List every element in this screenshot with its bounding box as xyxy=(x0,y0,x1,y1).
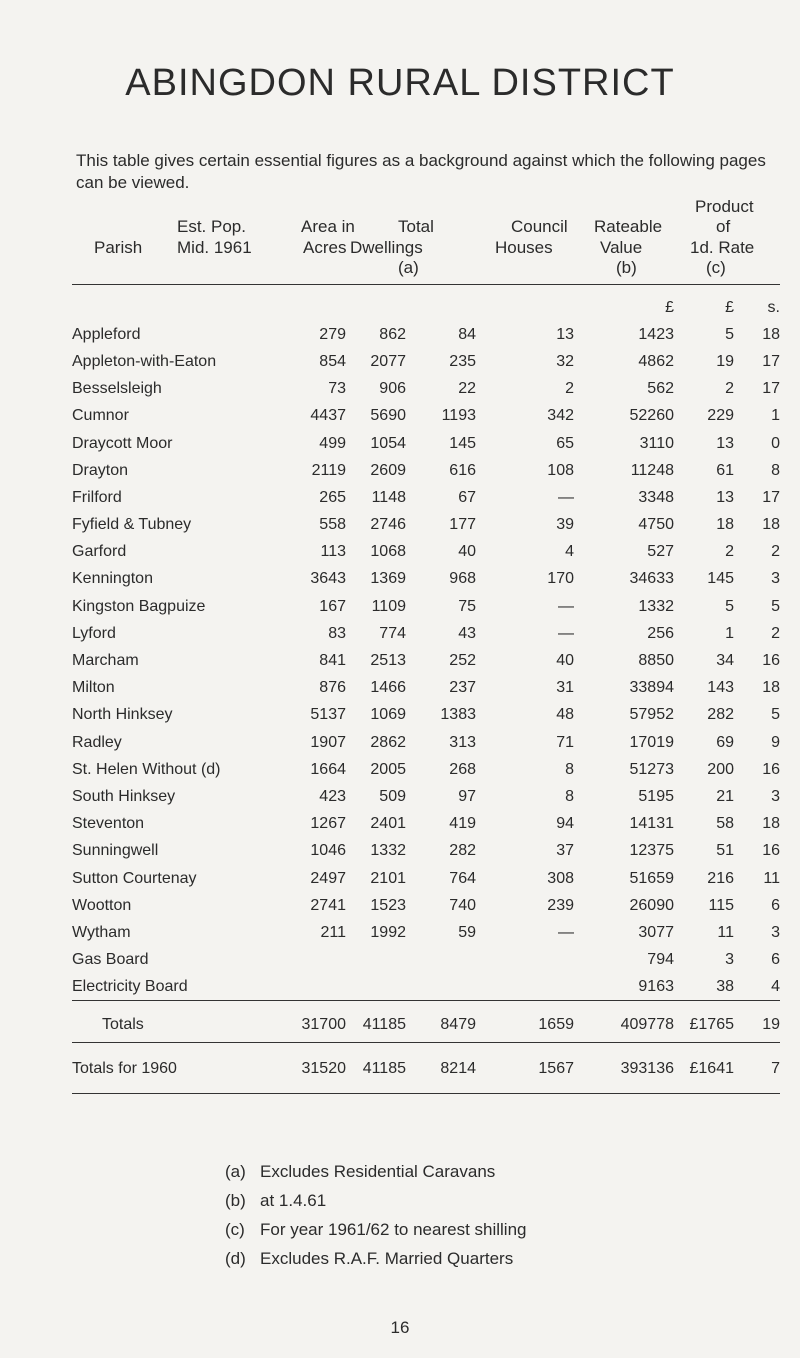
header-area-line2: Acres xyxy=(303,238,347,257)
pounds-cell: 3 xyxy=(725,951,734,969)
council-cell: 4 xyxy=(565,543,574,561)
shillings-cell: 3 xyxy=(771,923,780,941)
parish-cell: Milton xyxy=(72,679,115,697)
dwellings-cell: 1193 xyxy=(441,407,476,425)
pop-cell: 558 xyxy=(319,516,346,534)
dwellings-cell: 1383 xyxy=(440,706,476,724)
pop-cell: 423 xyxy=(319,787,346,805)
parish-cell: Sutton Courtenay xyxy=(72,869,197,887)
council-cell: 308 xyxy=(547,869,574,887)
council-cell: 65 xyxy=(556,434,574,452)
dwellings-cell: 268 xyxy=(449,760,476,778)
shillings-cell: 17 xyxy=(762,488,780,506)
shillings-cell: 6 xyxy=(771,951,780,969)
shillings-cell: 9 xyxy=(771,733,780,751)
shillings-cell: 0 xyxy=(771,434,780,452)
header-product-line1: Product xyxy=(695,197,754,216)
dwellings-cell: 43 xyxy=(458,624,476,642)
header-pop-line1: Est. Pop. xyxy=(177,217,246,236)
shillings-cell: 18 xyxy=(762,679,780,697)
pounds-cell: 61 xyxy=(716,461,734,479)
footnote-key: (c) xyxy=(225,1220,245,1239)
table-row xyxy=(72,865,780,892)
header-product-line3: 1d. Rate xyxy=(690,238,755,257)
table-row xyxy=(72,376,780,403)
header-parish: Parish xyxy=(94,238,143,257)
value-cell: 562 xyxy=(647,380,674,398)
pounds-cell: 5 xyxy=(725,325,734,343)
area-cell: 774 xyxy=(379,624,406,642)
council-cell: — xyxy=(558,488,574,506)
pounds-cell: 19 xyxy=(716,352,734,370)
area-cell: 2005 xyxy=(370,760,406,778)
area-cell: 2101 xyxy=(370,869,406,887)
header-area-line1: Area in xyxy=(301,217,355,236)
table-row xyxy=(72,620,780,647)
dwellings-cell: 616 xyxy=(449,461,476,479)
pop-cell: 841 xyxy=(319,652,346,670)
council-cell: 13 xyxy=(556,325,574,343)
parish-cell: Appleford xyxy=(72,325,141,343)
value-cell: 12375 xyxy=(629,842,674,860)
footnote-text: Excludes Residential Caravans xyxy=(260,1162,496,1181)
pop-cell: 2119 xyxy=(311,461,346,479)
footnote xyxy=(225,1186,527,1215)
parish-cell: Wytham xyxy=(72,923,131,941)
council-cell xyxy=(476,974,574,1001)
pounds-cell: 34 xyxy=(716,652,734,670)
pounds-cell: 13 xyxy=(716,434,734,452)
totals-1960-council: 1567 xyxy=(538,1059,574,1077)
dwellings-cell: 177 xyxy=(449,516,476,534)
dwellings-cell: 22 xyxy=(458,380,476,398)
unit-shillings: s. xyxy=(767,298,780,316)
final-rule xyxy=(72,1093,780,1094)
units-row xyxy=(72,294,780,321)
pop-cell: 265 xyxy=(319,488,346,506)
page-number: 16 xyxy=(390,1318,410,1337)
shillings-cell: 8 xyxy=(771,461,780,479)
totals-top-rule xyxy=(72,1000,780,1001)
table-row xyxy=(72,892,780,919)
value-cell: 3077 xyxy=(638,923,674,941)
area-cell: 1069 xyxy=(370,706,406,724)
parish-cell: Frilford xyxy=(72,488,122,506)
unit-pounds: £ xyxy=(725,298,734,316)
footnote-key: (b) xyxy=(225,1191,246,1210)
parish-cell: Gas Board xyxy=(72,951,149,969)
intro-text: This table gives certain essential figures as a background against which the following pages can be viewed. xyxy=(76,151,766,192)
pop-cell: 1664 xyxy=(310,760,346,778)
shillings-cell: 16 xyxy=(762,652,780,670)
pounds-cell: 11 xyxy=(717,923,734,941)
value-cell: 794 xyxy=(647,951,674,969)
footnotes xyxy=(225,1157,527,1273)
totals-1960-table xyxy=(72,1055,780,1082)
parish-cell: Draycott Moor xyxy=(72,434,173,452)
totals-area: 41185 xyxy=(362,1015,406,1033)
totals-row xyxy=(72,1011,780,1038)
pop-cell: 2497 xyxy=(310,869,346,887)
area-cell: 1992 xyxy=(370,923,406,941)
table-row xyxy=(72,919,780,946)
pop-cell: 1267 xyxy=(310,815,346,833)
council-cell: 31 xyxy=(556,679,574,697)
area-cell: 1332 xyxy=(370,842,406,860)
council-cell: 48 xyxy=(556,706,574,724)
table-row xyxy=(72,974,780,1001)
value-cell: 51273 xyxy=(629,760,674,778)
pop-cell: 279 xyxy=(319,325,346,343)
value-cell: 4750 xyxy=(638,516,674,534)
parish-cell: Electricity Board xyxy=(72,978,188,996)
parish-cell: Cumnor xyxy=(72,407,129,425)
totals-1960-pop: 31520 xyxy=(301,1059,346,1077)
parish-cell: Sunningwell xyxy=(72,842,159,860)
shillings-cell: 6 xyxy=(771,896,780,914)
shillings-cell: 11 xyxy=(763,869,780,887)
dwellings-cell: 145 xyxy=(449,434,476,452)
header-dwellings-note: (a) xyxy=(398,258,419,277)
council-cell: 8 xyxy=(565,760,574,778)
footnote xyxy=(225,1244,527,1273)
shillings-cell: 4 xyxy=(771,978,780,996)
header-value-line2: Value xyxy=(600,238,643,257)
value-cell: 1332 xyxy=(638,597,674,615)
parish-cell: North Hinksey xyxy=(72,706,173,724)
table-row xyxy=(72,647,780,674)
dwellings-cell: 67 xyxy=(458,488,476,506)
table-row xyxy=(72,756,780,783)
area-cell: 2862 xyxy=(370,733,406,751)
pounds-cell: 115 xyxy=(708,896,734,914)
table-row xyxy=(72,947,780,974)
area-cell: 5690 xyxy=(370,407,406,425)
table-row xyxy=(72,675,780,702)
area-cell: 1466 xyxy=(370,679,406,697)
council-cell: 37 xyxy=(556,842,574,860)
table-row xyxy=(72,593,780,620)
parish-cell: Drayton xyxy=(72,461,129,479)
parish-cell: Fyfield & Tubney xyxy=(72,516,192,534)
council-cell: 239 xyxy=(547,896,574,914)
table-row xyxy=(72,321,780,348)
shillings-cell: 5 xyxy=(771,706,780,724)
dwellings-cell: 237 xyxy=(449,679,476,697)
dwellings-cell: 252 xyxy=(449,652,476,670)
table-row xyxy=(72,566,780,593)
pop-cell: 211 xyxy=(320,923,346,941)
area-cell: 862 xyxy=(379,325,406,343)
value-cell: 5195 xyxy=(638,787,674,805)
pounds-cell: 229 xyxy=(707,407,734,425)
parish-cell: Kingston Bagpuize xyxy=(72,597,206,615)
pop-cell xyxy=(272,947,346,974)
value-cell: 256 xyxy=(647,624,674,642)
totals-value: 409778 xyxy=(620,1015,674,1033)
footnote-key: (a) xyxy=(225,1162,246,1181)
area-cell: 1054 xyxy=(370,434,406,452)
parish-cell: Marcham xyxy=(72,652,139,670)
header-rule xyxy=(72,284,780,285)
value-cell: 527 xyxy=(647,543,674,561)
pop-cell: 5137 xyxy=(310,706,346,724)
shillings-cell: 17 xyxy=(762,380,780,398)
totals-1960-area: 41185 xyxy=(362,1059,406,1077)
parish-cell: Kennington xyxy=(72,570,153,588)
council-cell: 2 xyxy=(565,380,574,398)
value-cell: 34633 xyxy=(629,570,674,588)
pounds-cell: 21 xyxy=(716,787,734,805)
pounds-cell: 143 xyxy=(707,679,734,697)
shillings-cell: 18 xyxy=(762,815,780,833)
shillings-cell: 16 xyxy=(762,842,780,860)
header-council-line1: Council xyxy=(511,217,568,236)
pounds-cell: 2 xyxy=(725,380,734,398)
shillings-cell: 17 xyxy=(762,352,780,370)
header-product-note: (c) xyxy=(706,258,726,277)
shillings-cell: 2 xyxy=(771,543,780,561)
council-cell: 342 xyxy=(547,407,574,425)
footnote-text: Excludes R.A.F. Married Quarters xyxy=(260,1249,514,1268)
dwellings-cell: 40 xyxy=(458,543,476,561)
totals-shillings: 19 xyxy=(762,1015,780,1033)
totals-label: Totals xyxy=(102,1015,144,1033)
area-cell: 1369 xyxy=(370,570,406,588)
shillings-cell: 3 xyxy=(771,787,780,805)
totals-council: 1659 xyxy=(538,1015,574,1033)
value-cell: 11248 xyxy=(630,461,674,479)
council-cell: 108 xyxy=(547,461,574,479)
pounds-cell: 18 xyxy=(716,516,734,534)
header-value-note: (b) xyxy=(616,258,637,277)
table-row xyxy=(72,783,780,810)
table-row xyxy=(72,512,780,539)
dwellings-cell: 84 xyxy=(458,325,476,343)
header-dwellings-line2: Dwellings xyxy=(350,238,423,257)
pop-cell: 83 xyxy=(328,624,346,642)
value-cell: 3348 xyxy=(638,488,674,506)
value-cell: 26090 xyxy=(629,896,674,914)
area-cell: 2746 xyxy=(370,516,406,534)
pop-cell: 73 xyxy=(328,380,346,398)
area-cell: 1109 xyxy=(371,597,406,615)
parish-cell: Besselsleigh xyxy=(72,380,162,398)
dwellings-cell xyxy=(406,947,476,974)
table-row xyxy=(72,348,780,375)
totals-1960-row xyxy=(72,1055,780,1082)
pounds-cell: 51 xyxy=(716,842,734,860)
area-cell xyxy=(346,947,406,974)
value-cell: 14131 xyxy=(629,815,674,833)
table-row xyxy=(72,484,780,511)
value-cell: 3110 xyxy=(639,434,674,452)
pop-cell: 1046 xyxy=(310,842,346,860)
footnote-text: at 1.4.61 xyxy=(260,1191,327,1210)
shillings-cell: 16 xyxy=(762,760,780,778)
pounds-cell: 216 xyxy=(707,869,734,887)
pounds-cell: 58 xyxy=(716,815,734,833)
area-cell xyxy=(346,974,406,1001)
value-cell: 57952 xyxy=(629,706,674,724)
totals-dwellings: 8479 xyxy=(440,1015,476,1033)
shillings-cell: 2 xyxy=(771,624,780,642)
dwellings-cell: 740 xyxy=(449,896,476,914)
header-dwellings-line1: Total xyxy=(398,217,434,236)
totals-bottom-rule xyxy=(72,1042,780,1043)
page-title: ABINGDON RURAL DISTRICT xyxy=(125,62,675,104)
value-cell: 17019 xyxy=(629,733,674,751)
area-cell: 1148 xyxy=(371,488,406,506)
header-product-line2: of xyxy=(716,217,731,236)
dwellings-cell: 75 xyxy=(458,597,476,615)
value-cell: 8850 xyxy=(638,652,674,670)
dwellings-cell: 968 xyxy=(449,570,476,588)
council-cell: 8 xyxy=(565,787,574,805)
council-cell: — xyxy=(558,597,574,615)
council-cell: 32 xyxy=(556,352,574,370)
value-cell: 1423 xyxy=(638,325,674,343)
table-row xyxy=(72,539,780,566)
area-cell: 1068 xyxy=(370,543,406,561)
footnote-key: (d) xyxy=(225,1249,246,1268)
table-row xyxy=(72,702,780,729)
pounds-cell: 5 xyxy=(725,597,734,615)
pounds-cell: 69 xyxy=(716,733,734,751)
totals-pounds: £1765 xyxy=(689,1015,734,1033)
parish-cell: St. Helen Without (d) xyxy=(72,760,221,778)
totals-table xyxy=(72,1011,780,1038)
pop-cell: 4437 xyxy=(310,407,346,425)
pop-cell: 167 xyxy=(319,597,346,615)
pop-cell: 1907 xyxy=(310,733,346,751)
area-cell: 2401 xyxy=(370,815,406,833)
header-pop-line2: Mid. 1961 xyxy=(177,238,252,257)
shillings-cell: 18 xyxy=(762,516,780,534)
pounds-cell: 145 xyxy=(707,570,734,588)
pounds-cell: 282 xyxy=(707,706,734,724)
area-cell: 2609 xyxy=(370,461,406,479)
parish-cell: Lyford xyxy=(72,624,116,642)
parish-cell: South Hinksey xyxy=(72,787,176,805)
value-cell: 51659 xyxy=(629,869,674,887)
parish-cell: Steventon xyxy=(72,815,145,833)
pounds-cell: 200 xyxy=(707,760,734,778)
area-cell: 2513 xyxy=(370,652,406,670)
pounds-cell: 38 xyxy=(716,978,734,996)
parish-cell: Radley xyxy=(72,733,122,751)
totals-1960-dwellings: 8214 xyxy=(440,1059,476,1077)
dwellings-cell: 235 xyxy=(449,352,476,370)
dwellings-cell: 313 xyxy=(449,733,476,751)
council-cell: 39 xyxy=(556,516,574,534)
footnote xyxy=(225,1157,527,1186)
pop-cell xyxy=(272,974,346,1001)
table-row xyxy=(72,430,780,457)
table-row xyxy=(72,403,780,430)
shillings-cell: 1 xyxy=(771,407,780,425)
council-cell: — xyxy=(558,624,574,642)
table-row xyxy=(72,457,780,484)
table-row xyxy=(72,729,780,756)
pop-cell: 3643 xyxy=(310,570,346,588)
footnote xyxy=(225,1215,527,1244)
value-cell: 33894 xyxy=(629,679,674,697)
totals-1960-value: 393136 xyxy=(620,1059,674,1077)
parish-cell: Garford xyxy=(72,543,127,561)
parish-table xyxy=(72,294,780,1001)
dwellings-cell: 764 xyxy=(449,869,476,887)
header-value-line1: Rateable xyxy=(594,217,663,236)
pounds-cell: 13 xyxy=(716,488,734,506)
council-cell: — xyxy=(558,923,574,941)
pop-cell: 876 xyxy=(319,679,346,697)
area-cell: 1523 xyxy=(370,896,406,914)
totals-1960-pounds: £1641 xyxy=(689,1059,734,1077)
dwellings-cell: 59 xyxy=(458,923,476,941)
shillings-cell: 3 xyxy=(771,570,780,588)
value-cell: 9163 xyxy=(638,978,674,996)
parish-cell: Wootton xyxy=(72,896,132,914)
value-cell: 4862 xyxy=(638,352,674,370)
dwellings-cell: 97 xyxy=(458,787,476,805)
parish-cell: Appleton-with-Eaton xyxy=(72,352,217,370)
totals-pop: 31700 xyxy=(301,1015,346,1033)
pop-cell: 854 xyxy=(319,352,346,370)
pounds-cell: 2 xyxy=(725,543,734,561)
pounds-cell: 1 xyxy=(725,624,734,642)
table-row xyxy=(72,838,780,865)
council-cell: 40 xyxy=(556,652,574,670)
totals-1960-label: Totals for 1960 xyxy=(72,1059,177,1077)
pop-cell: 499 xyxy=(319,434,346,452)
area-cell: 906 xyxy=(379,380,406,398)
council-cell xyxy=(476,947,574,974)
council-cell: 170 xyxy=(547,570,574,588)
shillings-cell: 18 xyxy=(762,325,780,343)
value-cell: 52260 xyxy=(629,407,674,425)
area-cell: 509 xyxy=(379,787,406,805)
dwellings-cell xyxy=(406,974,476,1001)
pop-cell: 2741 xyxy=(310,896,346,914)
table-row xyxy=(72,811,780,838)
totals-1960-shillings: 7 xyxy=(771,1059,780,1077)
header-council-line2: Houses xyxy=(495,238,553,257)
council-cell: 71 xyxy=(556,733,574,751)
dwellings-cell: 282 xyxy=(449,842,476,860)
shillings-cell: 5 xyxy=(771,597,780,615)
unit-value: £ xyxy=(665,298,674,316)
council-cell: 94 xyxy=(556,815,574,833)
area-cell: 2077 xyxy=(370,352,406,370)
dwellings-cell: 419 xyxy=(449,815,476,833)
footnote-text: For year 1961/62 to nearest shilling xyxy=(260,1220,527,1239)
pop-cell: 113 xyxy=(320,543,346,561)
